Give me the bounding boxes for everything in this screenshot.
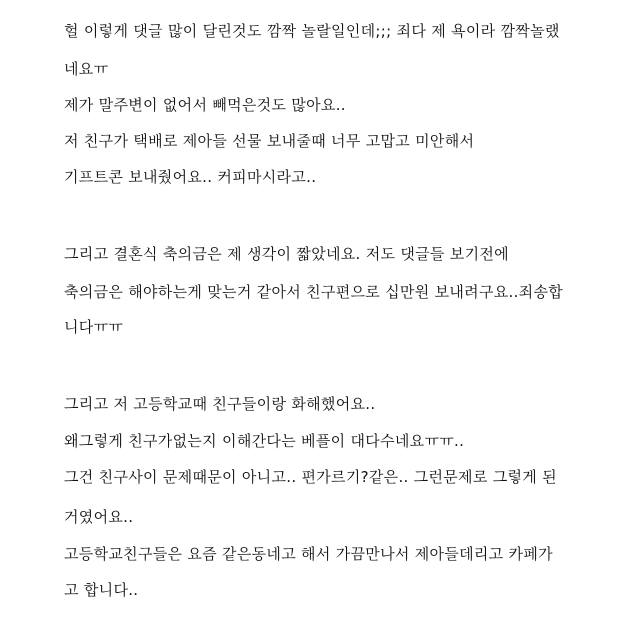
text-line: 거였어요.. xyxy=(64,508,134,526)
text-line: 네요ㅠ xyxy=(64,60,109,78)
text-line: 축의금은 해야하는게 맞는거 같아서 친구편으로 십만원 보내려구요..죄송합 xyxy=(64,283,564,301)
text-line: 저 친구가 택배로 제아들 선물 보내줄때 너무 고맙고 미안해서 xyxy=(64,132,475,150)
text-line: 기프트콘 보내줬어요.. 커피마시라고.. xyxy=(64,168,317,186)
text-line: 제가 말주변이 없어서 빼먹은것도 많아요.. xyxy=(64,96,346,114)
text-line: 니다ㅠㅠ xyxy=(64,318,124,336)
text-line: 고 합니다.. xyxy=(64,581,139,599)
text-line: 그건 친구사이 문제때문이 아니고.. 편가르기?같은.. 그런문제로 그렇게 된 xyxy=(64,468,557,486)
text-line: 왜그렇게 친구가없는지 이해간다는 베플이 대다수네요ㅠㅠ.. xyxy=(64,432,465,450)
text-line: 그리고 저 고등학교때 친구들이랑 화해했어요.. xyxy=(64,395,376,413)
text-line: 그리고 결혼식 축의금은 제 생각이 짧았네요. 저도 댓글들 보기전에 xyxy=(64,245,509,263)
text-line: 고등학교친구들은 요즘 같은동네고 해서 가끔만나서 제아들데리고 카페가 xyxy=(64,545,553,563)
text-line: 헐 이렇게 댓글 많이 달린것도 깜짝 놀랄일인데;;; 죄다 제 욕이라 깜짝놀랬 xyxy=(64,22,560,40)
